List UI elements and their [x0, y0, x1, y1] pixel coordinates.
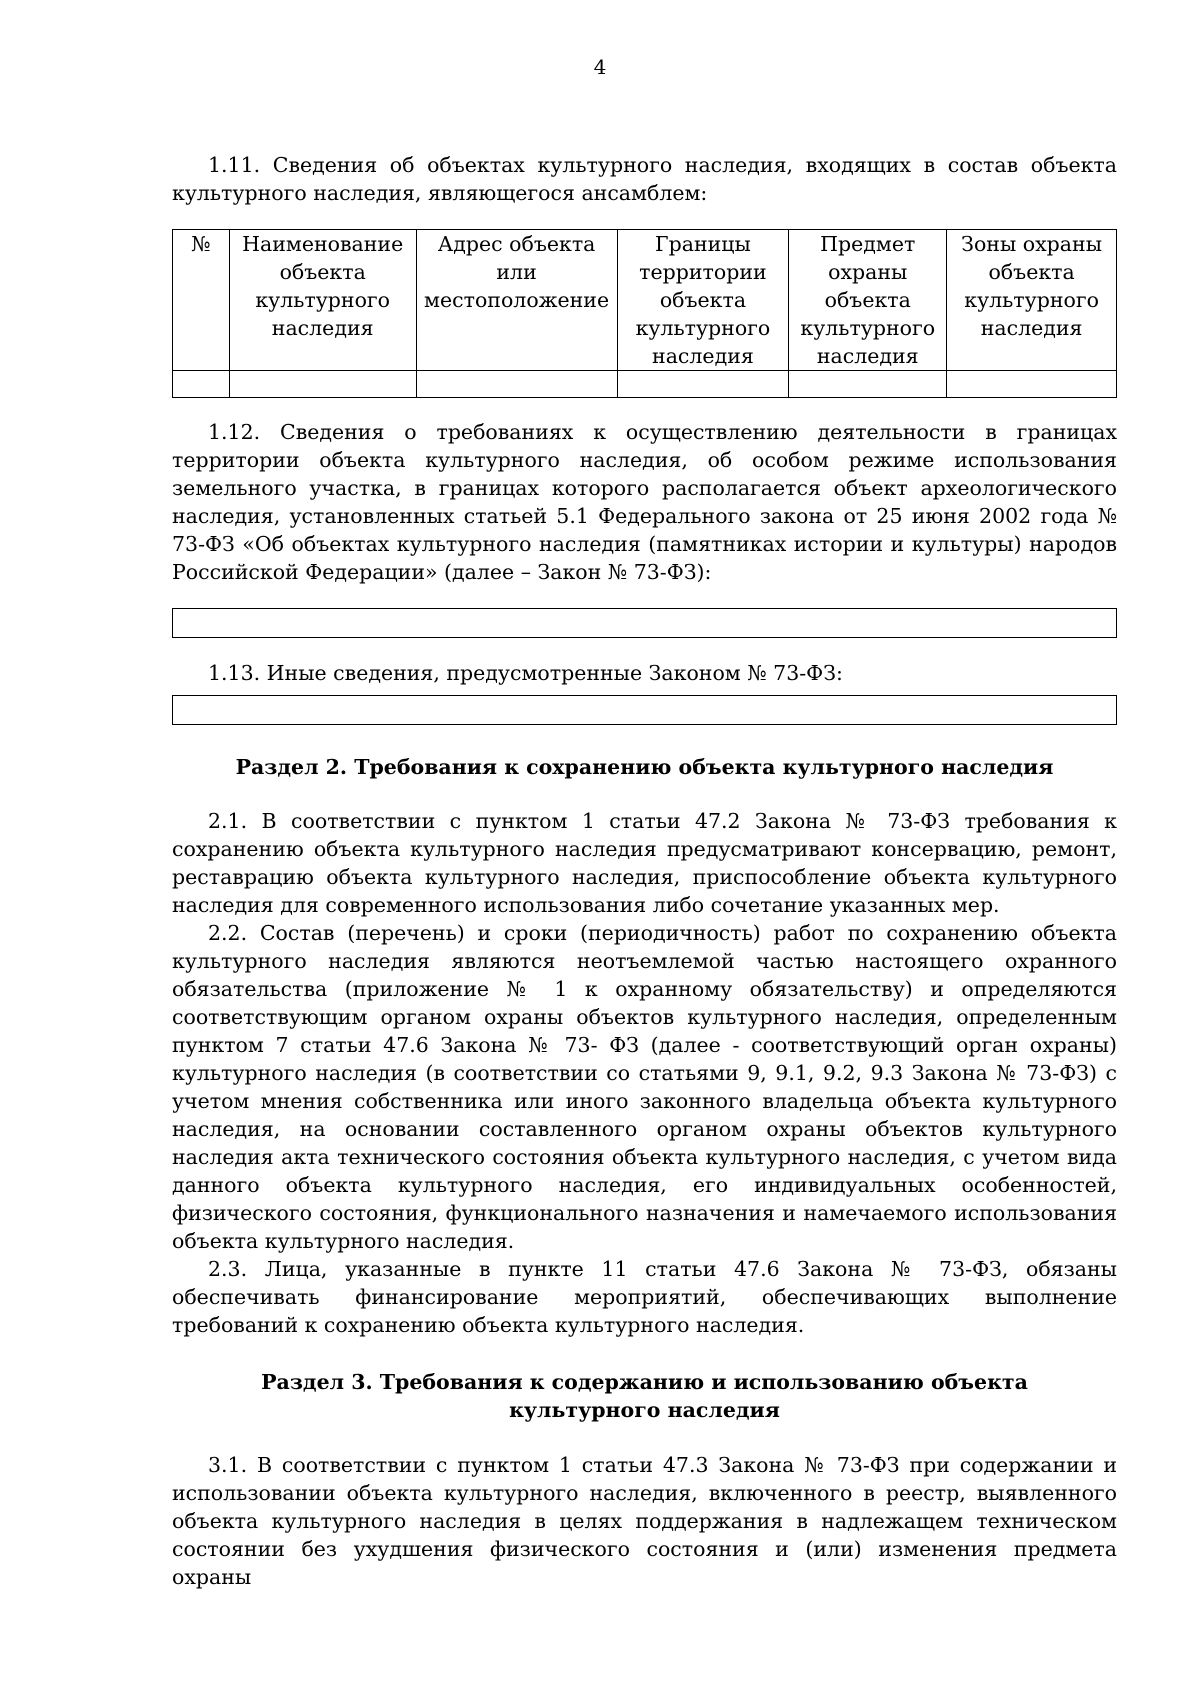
table-cell: [947, 371, 1117, 398]
paragraph-2-2: 2.2. Состав (перечень) и сроки (периодичность) работ по сохранению объекта культурного наследия являются неотъемлемой частью настоящего охранного обязательства (приложение № 1 к охранному обязательству) и определяются соответствующим органом охраны объектов культурного наследия, определенным пунктом 7 статьи 47.6 Закона № 73- ФЗ (далее - соответствующий орган охраны) культурного наследия (в соответствии со статьями 9, 9.1, 9.2, 9.3 Закона № 73-ФЗ) с учетом мнения собственника или иного законного владельца объекта культурного наследия, на основании составленного органом охраны объектов культурного наследия акта технического состояния объекта культурного наследия, с учетом вида данного объекта культурного наследия, его индивидуальных особенностей, физического состояния, функционального назначения и намечаемого использования объекта культурного наследия.: [172, 921, 1117, 1253]
heritage-objects-table: [172, 229, 1117, 398]
table-header-protection-zones: Зоны охраны объекта культурного наследия: [947, 230, 1117, 371]
field-1-13-box: [172, 695, 1117, 725]
table-header-address: Адрес объекта или местоположение: [416, 230, 617, 371]
table-header-number: №: [173, 230, 230, 371]
table-header-name: Наименование объекта культурного наследия: [229, 230, 416, 371]
table-row: [173, 371, 1117, 398]
table-header-row: [173, 230, 1117, 371]
document-body: [172, 151, 1117, 1591]
section-3-title-line-2: культурного наследия: [509, 1398, 780, 1422]
section-3-title: [172, 1368, 1117, 1424]
section-3-title-line-1: Раздел 3. Требования к содержанию и использованию объекта: [261, 1370, 1028, 1394]
paragraph-2-3: 2.3. Лица, указанные в пункте 11 статьи 47.6 Закона № 73-ФЗ, обязаны обеспечивать финансирование мероприятий, обеспечивающих выполнение требований к сохранению объекта культурного наследия.: [172, 1257, 1117, 1337]
field-1-12-box: [172, 608, 1117, 638]
table-header-protection-subject: Предмет охраны объекта культурного наследия: [789, 230, 947, 371]
table-cell: [416, 371, 617, 398]
page-number: 4: [593, 55, 607, 79]
table-header-boundaries: Границы территории объекта культурного наследия: [617, 230, 789, 371]
table-cell: [789, 371, 947, 398]
paragraph-3-1: 3.1. В соответствии с пунктом 1 статьи 47.3 Закона № 73-ФЗ при содержании и использовании объекта культурного наследия, включенного в реестр, выявленного объекта культурного наследия в целях поддержания в надлежащем техническом состоянии без ухудшения физического состояния и (или) изменения предмета охраны: [172, 1453, 1117, 1589]
section-2-title: Раздел 2. Требования к сохранению объекта культурного наследия: [235, 755, 1054, 779]
table-cell: [617, 371, 789, 398]
paragraph-1-13: 1.13. Иные сведения, предусмотренные Законом № 73-ФЗ:: [208, 661, 843, 685]
table-cell: [173, 371, 230, 398]
paragraph-2-1: 2.1. В соответствии с пунктом 1 статьи 47.2 Закона № 73-ФЗ требования к сохранению объекта культурного наследия предусматривают консервацию, ремонт, реставрацию объекта культурного наследия, приспособление объекта культурного наследия для современного использования либо сочетание указанных мер.: [172, 809, 1117, 917]
paragraph-1-12: 1.12. Сведения о требованиях к осуществлению деятельности в границах территории объекта культурного наследия, об особом режиме использования земельного участка, в границах которого располагается объект археологического наследия, установленных статьей 5.1 Федерального закона от 25 июня 2002 года № 73-ФЗ «Об объектах культурного наследия (памятниках истории и культуры) народов Российской Федерации» (далее – Закон № 73-ФЗ):: [172, 420, 1117, 584]
table-cell: [229, 371, 416, 398]
paragraph-1-11: 1.11. Сведения об объектах культурного наследия, входящих в состав объекта культурного наследия, являющегося ансамблем:: [172, 153, 1117, 205]
